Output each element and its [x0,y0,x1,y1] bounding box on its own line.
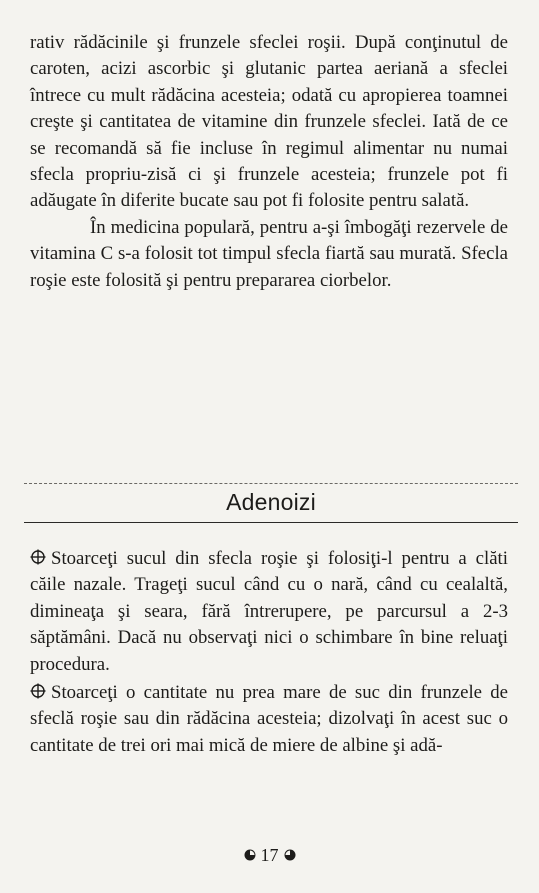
remedy-item [30,546,508,678]
remedy-text: Stoarceţi sucul din sfecla roşie şi folosiţi-l pentru a clăti căile nazale. Trageţi sucul când cu o nară, când cu cealaltă, dimineaţa şi seara, fără întrerupere, pe parcursul a 2-3 săptămâni. Dacă nu observaţi nici o schimbare în bine reluaţi procedura. [30,548,508,675]
intro-text [30,30,508,294]
section-divider-solid [24,522,518,523]
page-number: 17 [260,845,279,865]
remedy-text: Stoarceţi o cantitate nu prea mare de suc din frunzele de sfeclă roşie sau din rădăcina acesteia; dizolvaţi în acest suc o cantitate de trei ori mai mică de miere de albine şi adă- [30,682,508,756]
crosshair-bullet-icon [30,683,46,699]
intro-paragraph: rativ rădăcinile şi frunzele sfeclei roşii. După conţinutul de caroten, acizi ascorbic şi glutanic partea aeriană a sfeclei întrece cu mult rădăcina acesteia; odată cu apropierea toamnei creşte şi cantitatea de vitamine din frunzele sfeclei. Iată de ce se recomandă să fie incluse în regimul alimentar nu numai sfecla propriu-zisă ci şi frunzele acesteia; frunzele pot fi adăugate în diferite bucate sau pot fi folosite pentru salată. [30,32,508,212]
section-divider-dashed [24,483,518,484]
page-footer [0,843,539,867]
ornament-left-icon [244,849,256,861]
crosshair-bullet-icon [30,549,46,565]
section-title: Adenoizi [226,489,316,515]
intro-paragraph: În medicina populară, pentru a-şi îmbogăţi rezervele de vitamina C s-a folosit tot timpul sfecla fiartă sau murată. Sfecla roşie este folosită şi pentru prepararea ciorbelor. [30,216,508,291]
remedy-list [30,546,508,761]
remedy-item [30,680,508,759]
ornament-right-icon [284,849,296,861]
